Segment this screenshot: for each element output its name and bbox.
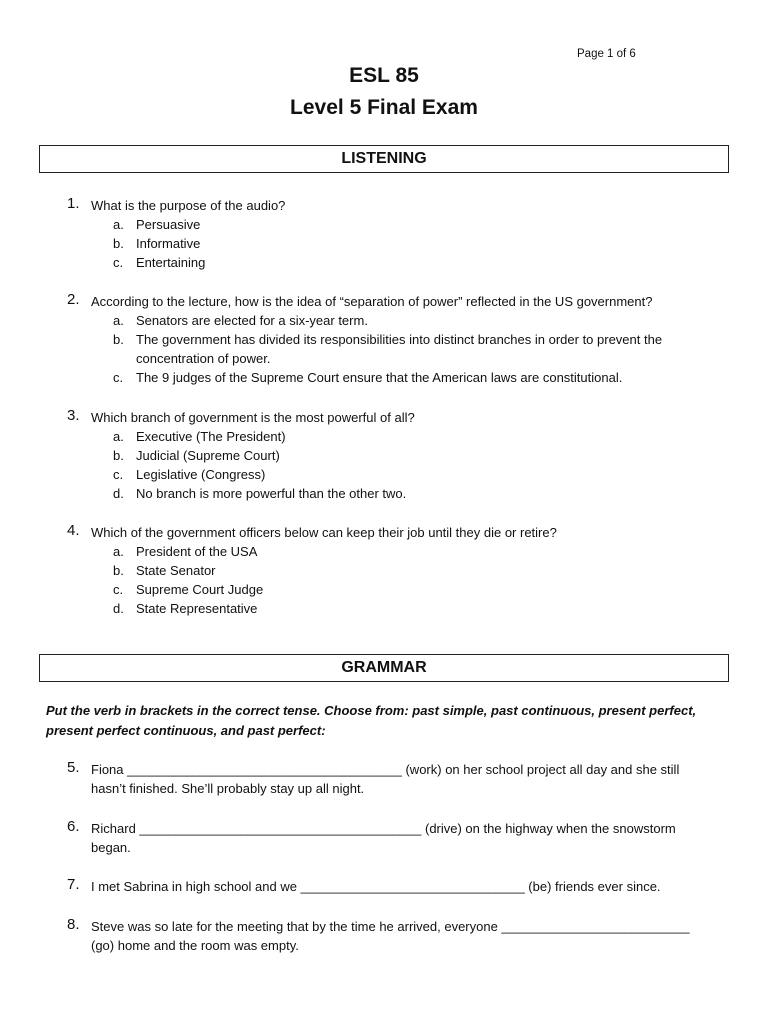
option-a — [0, 311, 768, 330]
option-letter: c. — [113, 582, 124, 597]
option-d — [0, 484, 768, 503]
option-text: State Representative — [136, 601, 258, 616]
option-text: Entertaining — [136, 255, 206, 270]
options-list — [0, 215, 768, 272]
option-c — [0, 580, 768, 599]
option-text: State Senator — [136, 563, 216, 578]
option-b — [0, 330, 768, 368]
option-text: Judicial (Supreme Court) — [136, 448, 280, 463]
option-c — [0, 368, 768, 387]
question-text: Richard _______________________________________ (drive) on the highway when the snowstorm began. — [91, 821, 676, 855]
option-letter: c. — [113, 467, 124, 482]
option-d — [0, 599, 768, 618]
question-number: 8. — [67, 916, 80, 933]
option-letter: a. — [113, 544, 124, 559]
question-text: Fiona ______________________________________ (work) on her school project all day and she still hasn’t finished. She’ll probably stay up all night. — [91, 762, 680, 796]
exam-title: Level 5 Final Exam — [290, 96, 478, 119]
page-number: Page 1 of 6 — [577, 48, 636, 60]
option-letter: c. — [113, 370, 124, 385]
question-number: 2. — [67, 291, 80, 308]
option-letter: b. — [113, 236, 124, 251]
option-a — [0, 542, 768, 561]
option-letter: b. — [113, 332, 124, 347]
question-number: 6. — [67, 818, 80, 835]
option-b — [0, 561, 768, 580]
question-text: According to the lecture, how is the idea of “separation of power” reflected in the US government? — [91, 294, 653, 309]
option-text: President of the USA — [136, 544, 258, 559]
option-text: Informative — [136, 236, 201, 251]
question-number: 3. — [67, 407, 80, 424]
option-b — [0, 446, 768, 465]
grammar-section-heading: GRAMMAR — [39, 654, 729, 682]
option-letter: d. — [113, 486, 124, 501]
listening-section-heading: LISTENING — [39, 145, 729, 173]
option-text: Executive (The President) — [136, 429, 286, 444]
option-text: No branch is more powerful than the other two. — [136, 486, 407, 501]
option-letter: a. — [113, 217, 124, 232]
option-letter: c. — [113, 255, 124, 270]
options-list — [0, 311, 768, 387]
option-letter: a. — [113, 429, 124, 444]
question-number: 5. — [67, 759, 80, 776]
option-text: The government has divided its responsibilities into distinct branches in order to prevent the concentration of power. — [136, 332, 663, 366]
option-text: Legislative (Congress) — [136, 467, 266, 482]
grammar-instructions: Put the verb in brackets in the correct tense. Choose from: past simple, past continuous, present perfect, present perfect continuous, and past perfect: — [46, 703, 697, 738]
options-list — [0, 542, 768, 618]
course-title: ESL 85 — [349, 64, 419, 87]
question-number: 4. — [67, 522, 80, 539]
option-c — [0, 253, 768, 272]
option-c — [0, 465, 768, 484]
question-text: Which branch of government is the most powerful of all? — [91, 410, 415, 425]
option-text: Persuasive — [136, 217, 201, 232]
option-letter: a. — [113, 313, 124, 328]
question-text: I met Sabrina in high school and we _______________________________ (be) friends ever since. — [91, 879, 661, 894]
option-letter: b. — [113, 563, 124, 578]
option-a — [0, 215, 768, 234]
option-a — [0, 427, 768, 446]
options-list — [0, 427, 768, 503]
question-text: Steve was so late for the meeting that by the time he arrived, everyone __________________________ (go) home and the room was empty. — [91, 919, 690, 953]
question-number: 1. — [67, 195, 80, 212]
option-text: Senators are elected for a six-year term. — [136, 313, 368, 328]
option-text: The 9 judges of the Supreme Court ensure that the American laws are constitutional. — [136, 370, 623, 385]
question-number: 7. — [67, 876, 80, 893]
option-b — [0, 234, 768, 253]
option-letter: d. — [113, 601, 124, 616]
question-text: What is the purpose of the audio? — [91, 198, 286, 213]
option-letter: b. — [113, 448, 124, 463]
question-text: Which of the government officers below can keep their job until they die or retire? — [91, 525, 557, 540]
option-text: Supreme Court Judge — [136, 582, 264, 597]
